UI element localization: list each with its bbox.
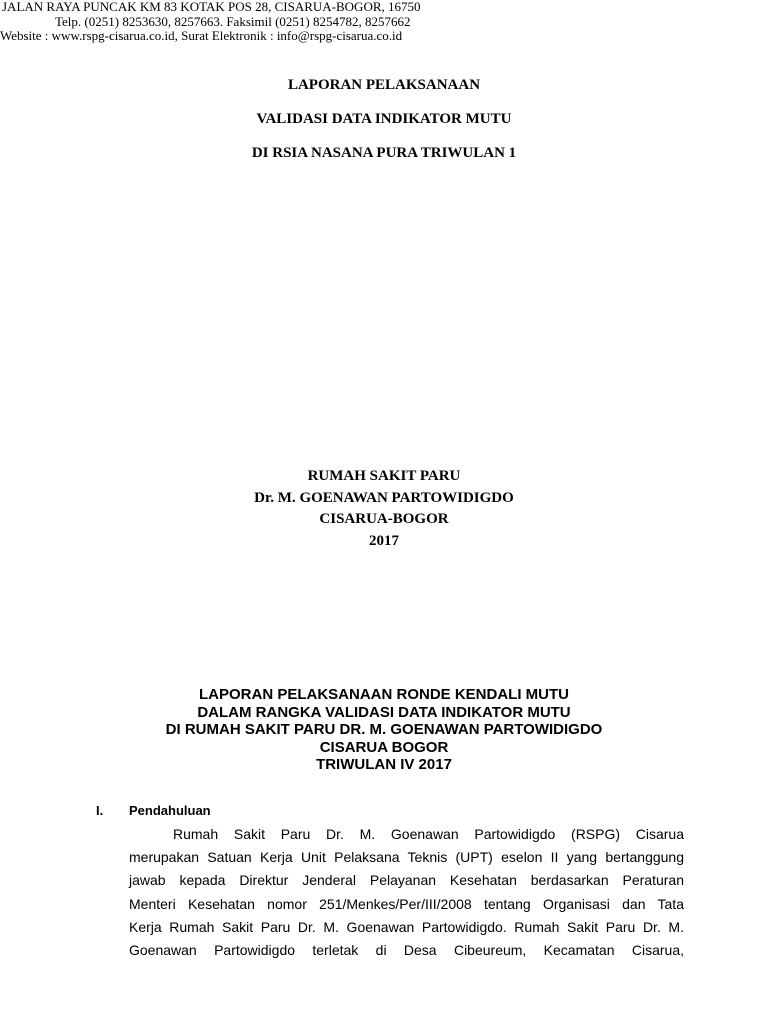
cover-title-line: DI RSIA NASANA PURA TRIWULAN 1 [251, 145, 517, 161]
paragraph-line: jawab kepada Direktur Jenderal Pelayanan Kesehatan berdasarkan Peraturan [129, 872, 684, 889]
hospital-line: CISARUA-BOGOR [319, 511, 449, 527]
report-title-line: TRIWULAN IV 2017 [316, 756, 452, 773]
section-number: I. [96, 803, 104, 818]
hospital-line: Dr. M. GOENAWAN PARTOWIDIGDO [254, 489, 514, 506]
paragraph-line: Kerja Rumah Sakit Paru Dr. M. Goenawan Partowidigdo. Rumah Sakit Paru Dr. M. [129, 918, 684, 935]
address-website: Website : www.rspg-cisarua.co.id, Surat Elektronik : info@rspg-cisarua.co.id [0, 28, 403, 43]
report-title [0, 686, 768, 774]
section-title: Pendahuluan [129, 803, 211, 818]
address-block [0, 0, 500, 44]
hospital-line: RUMAH SAKIT PARU [307, 468, 461, 484]
report-title-line: CISARUA BOGOR [319, 738, 449, 756]
cover-title-line: VALIDASI DATA INDIKATOR MUTU [256, 111, 512, 127]
section-body [129, 823, 684, 962]
address-street: JALAN RAYA PUNCAK KM 83 KOTAK POS 28, CISARUA-BOGOR, 16750 [2, 0, 421, 14]
report-title-line: DALAM RANGKA VALIDASI DATA INDIKATOR MUTU [197, 703, 571, 721]
cover-title-line: LAPORAN PELAKSANAAN [287, 77, 481, 93]
paragraph-line: Menteri Kesehatan nomor 251/Menkes/Per/III/2008 tentang Organisasi dan Tata [129, 895, 684, 912]
report-title-line: DI RUMAH SAKIT PARU DR. M. GOENAWAN PARTOWIDIGDO [165, 721, 603, 738]
hospital-name-block [0, 466, 768, 552]
paragraph-line: Rumah Sakit Paru Dr. M. Goenawan Partowidigdo (RSPG) Cisarua [173, 826, 684, 842]
paragraph-line: merupakan Satuan Kerja Unit Pelaksana Teknis (UPT) eselon II yang bertanggung [129, 849, 684, 866]
address-phone: Telp. (0251) 8253630, 8257663. Faksimil (0251) 8254782, 8257662 [55, 13, 411, 29]
hospital-year: 2017 [369, 532, 399, 549]
cover-title [0, 78, 768, 180]
paragraph-line: Goenawan Partowidigdo terletak di Desa Cibeureum, Kecamatan Cisarua, [129, 942, 684, 959]
report-title-line: LAPORAN PELAKSANAAN RONDE KENDALI MUTU [199, 686, 569, 703]
